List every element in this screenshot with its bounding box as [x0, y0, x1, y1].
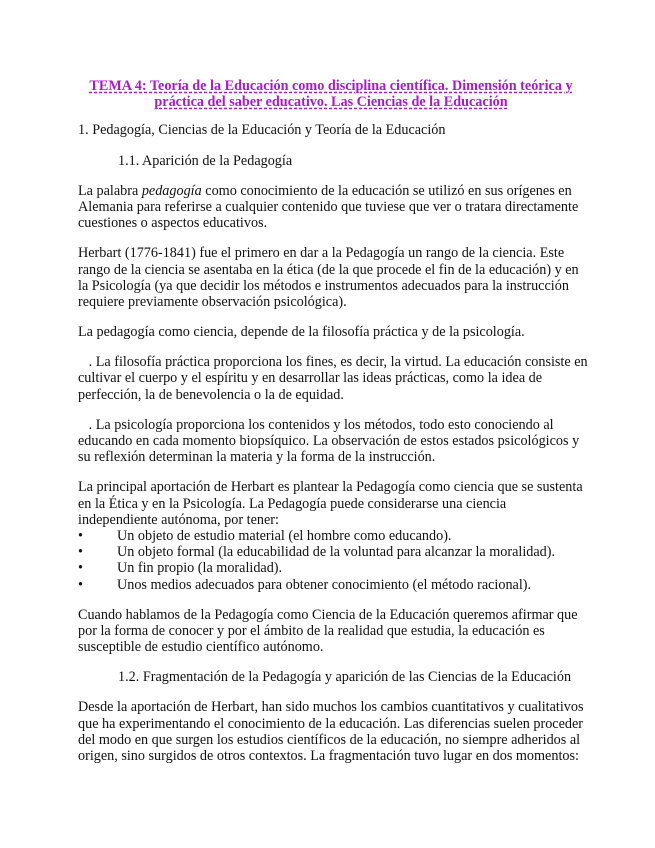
text-line: La principal aportación de Herbart es plantear la Pedagogía como ciencia que se sustenta	[78, 479, 583, 496]
bullet-icon: •	[78, 560, 83, 577]
text-line: Alemania para referirse a cualquier contenido que tuviese que ver o tratara directamente	[78, 198, 579, 215]
text-line: educando en cada momento biopsíquico. La observación de estos estados psicológicos y	[78, 433, 580, 449]
text-line: perfección, la de benevolencia o la de equidad.	[78, 386, 344, 403]
paragraph-gap	[78, 139, 588, 153]
title-line[interactable]: práctica del saber educativo. Las Ciencias de la Educación	[154, 94, 508, 111]
bullet-icon: •	[78, 576, 83, 593]
paragraph-gap	[78, 764, 588, 778]
text-line: por la forma de conocer y por el ámbito de la realidad que estudia, la educación es	[78, 622, 545, 639]
text-run: La palabra	[78, 182, 142, 199]
document-page	[78, 78, 588, 778]
paragraph	[78, 183, 588, 232]
list-item	[78, 544, 588, 560]
text-line: cultivar el cuerpo y el espíritu y en desarrollar las ideas prácticas, como la idea de	[78, 370, 543, 387]
paragraph	[78, 122, 588, 138]
paragraph-gap	[78, 655, 588, 669]
section-heading	[78, 669, 588, 685]
text-line: cuestiones o aspectos educativos.	[78, 215, 268, 232]
list-item-text: Un fin propio (la moralidad).	[117, 560, 283, 577]
document-body	[78, 122, 588, 778]
document-title[interactable]	[74, 78, 588, 94]
paragraph-gap	[78, 593, 588, 607]
paragraph	[78, 354, 588, 403]
list-item-text: Un objeto de estudio material (el hombre como educando).	[117, 527, 452, 544]
paragraph	[78, 324, 588, 340]
paragraph-gap	[78, 340, 588, 354]
text-line: 1.2. Fragmentación de la Pedagogía y aparición de las Ciencias de la Educación	[118, 669, 572, 686]
list-item-text: Unos medios adecuados para obtener conocimiento (el método racional).	[117, 576, 532, 593]
title-line[interactable]: TEMA 4: Teoría de la Educación como disciplina científica. Dimensión teórica y	[89, 78, 573, 94]
paragraph-gap	[78, 231, 588, 245]
text-line: que ha experimentando el conocimiento de la educación. Las diferencias suelen proceder	[78, 715, 584, 732]
bullet-icon: •	[78, 544, 83, 561]
paragraph	[78, 245, 588, 310]
text-line	[78, 183, 588, 199]
paragraph	[78, 417, 588, 466]
text-line: su reflexión determinan la materia y la forma de la instrucción.	[78, 449, 436, 466]
paragraph	[78, 699, 588, 764]
list-item	[78, 528, 588, 544]
italic-term: pedagogía	[141, 182, 202, 199]
text-line: Herbart (1776-1841) fue el primero en dar a la Pedagogía un rango de la ciencia. Este	[78, 245, 565, 262]
text-line: . La psicología proporciona los contenidos y los métodos, todo esto conociendo al	[78, 416, 554, 433]
text-line: requiere previamente observación psicológica).	[78, 293, 347, 310]
list-item-text: Un objeto formal (la educabilidad de la voluntad para alcanzar la moralidad).	[117, 544, 556, 561]
text-line: 1. Pedagogía, Ciencias de la Educación y Teoría de la Educación	[78, 122, 446, 139]
paragraph-gap	[78, 169, 588, 183]
text-line: la Psicología (ya que decidir los métodos e instrumentos adecuados para la instrucción	[78, 277, 569, 294]
list-item	[78, 560, 588, 576]
text-line: del modo en que surgen los estudios científicos de la educación, no siempre adheridos al	[78, 731, 581, 748]
text-line: independiente autónoma, por tener:	[78, 511, 279, 528]
list-item	[78, 577, 588, 593]
text-line: 1.1. Aparición de la Pedagogía	[118, 152, 293, 169]
text-line: susceptible de estudio científico autónomo.	[78, 639, 324, 656]
text-line: en la Ética y en la Psicología. La Pedagogía puede considerarse una ciencia	[78, 495, 507, 512]
text-line: rango de la ciencia se asentaba en la ética (de la que procede el fin de la educación) y en	[78, 261, 579, 278]
text-line: Cuando hablamos de la Pedagogía como Ciencia de la Educación queremos afirmar que	[78, 606, 578, 623]
text-line: Desde la aportación de Herbart, han sido muchos los cambios cuantitativos y cualitativos	[78, 699, 584, 716]
text-line: La pedagogía como ciencia, depende de la filosofía práctica y de la psicología.	[78, 324, 525, 341]
paragraph-gap	[78, 403, 588, 417]
text-line: . La filosofía práctica proporciona los fines, es decir, la virtud. La educación consiste en	[78, 354, 588, 371]
paragraph-gap	[78, 465, 588, 479]
paragraph-gap	[78, 685, 588, 699]
paragraph-gap	[78, 310, 588, 324]
bullet-icon: •	[78, 527, 83, 544]
text-line: origen, sino surgidos de otros contextos. La fragmentación tuvo lugar en dos momentos:	[78, 748, 579, 764]
document-title-cont[interactable]	[74, 94, 588, 110]
text-run: como conocimiento de la educación se utilizó en sus orígenes en	[201, 182, 572, 199]
paragraph	[78, 479, 588, 592]
section-heading	[78, 153, 588, 169]
paragraph	[78, 607, 588, 656]
